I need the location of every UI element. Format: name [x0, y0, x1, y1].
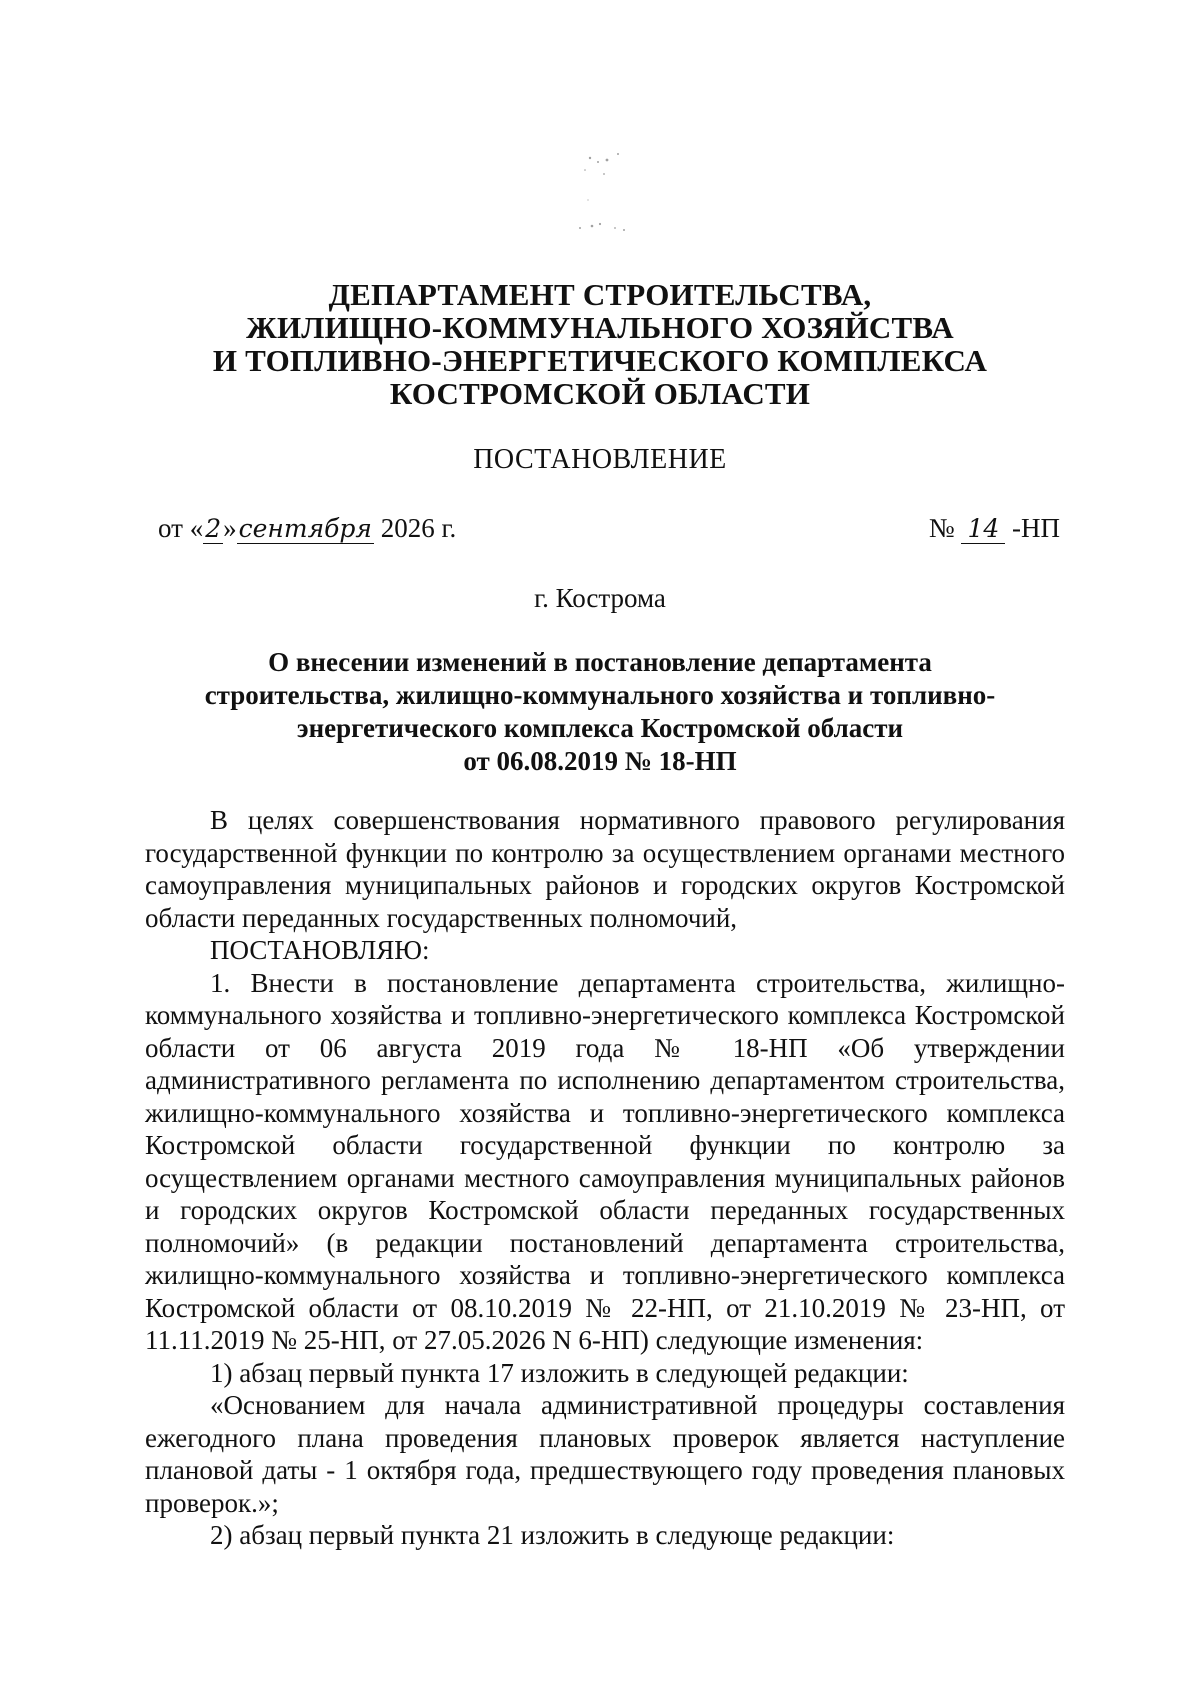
subject-line: от 06.08.2019 № 18-НП [463, 746, 737, 776]
number-prefix: № [928, 513, 962, 543]
number-value: 14 [961, 514, 1005, 544]
city-name: г. Кострома [534, 583, 666, 613]
document-body [145, 804, 1065, 1552]
date-middle: » [223, 513, 237, 543]
body-paragraph: В целях совершенствования нормативного правового регулирования государственной функции по контролю за осуществлением органами местного самоуправления муниципальных районов и городских округов Костромской области переданных государственных полномочий, [145, 805, 1065, 933]
department-line: КОСТРОМСКОЙ ОБЛАСТИ [389, 376, 811, 411]
document-date [158, 513, 456, 544]
subject-line: строительства, жилищно-коммунального хозяйства и топливно- [204, 680, 996, 710]
quoted-paragraph: «Основанием для начала административной процедуры составления ежегодного плана проведения плановых проверок является наступление плановой даты - 1 октября года, предшествующего году проведения плановых проверок.»; [145, 1390, 1065, 1518]
body-paragraph: 1) абзац первый пункта 17 изложить в следующей редакции: [210, 1357, 909, 1388]
department-line: ДЕПАРТАМЕНТ СТРОИТЕЛЬСТВА, [328, 277, 872, 312]
document-number [929, 513, 1060, 544]
date-day: 2 [205, 514, 222, 543]
date-month: сентября [238, 514, 372, 543]
coat-of-arms-emblem [560, 140, 650, 250]
body-paragraph: 1. Внести в постановление департамента строительства, жилищно-коммунального хозяйства и топливно-энергетического комплекса Костромской области от 06 августа 2019 года № 18-НП «Об утверждении административного регламента по исполнению департаментом строительства, жилищно-коммунального хозяйства и топливно-энергетического комплекса Костромской области государственной функции по контролю за осуществлением органами местного самоуправления муниципальных районов и городских округов Костромской области переданных государственных полномочий» (в редакции постановлений департамента строительства, жилищно-коммунального хозяйства и топливно-энергетического комплекса Костромской области от 08.10.2019 № 22-НП, от 21.10.2019 № 23-НП, от 11.11.2019 № 25-НП, от 27.05.2026 N 6-НП) следующие изменения: [145, 967, 1065, 1355]
date-prefix: от « [158, 513, 204, 543]
resolution-keyword: ПОСТАНОВЛЯЮ: [210, 935, 430, 965]
subject-line: энергетического комплекса Костромской области [296, 713, 904, 743]
department-line: ЖИЛИЩНО-КОММУНАЛЬНОГО ХОЗЯЙСТВА [246, 310, 954, 345]
date-year: 2026 г. [373, 513, 457, 543]
department-header [200, 278, 1000, 410]
body-paragraph: 2) абзац первый пункта 21 изложить в следующе редакции: [210, 1520, 895, 1550]
number-suffix: -НП [1005, 513, 1060, 543]
document-type-title: ПОСТАНОВЛЕНИЕ [473, 444, 727, 475]
subject-line: О внесении изменений в постановление департамента [268, 647, 932, 677]
department-line: И ТОПЛИВНО-ЭНЕРГЕТИЧЕСКОГО КОМПЛЕКСА [212, 343, 988, 378]
document-subject [170, 646, 1030, 778]
